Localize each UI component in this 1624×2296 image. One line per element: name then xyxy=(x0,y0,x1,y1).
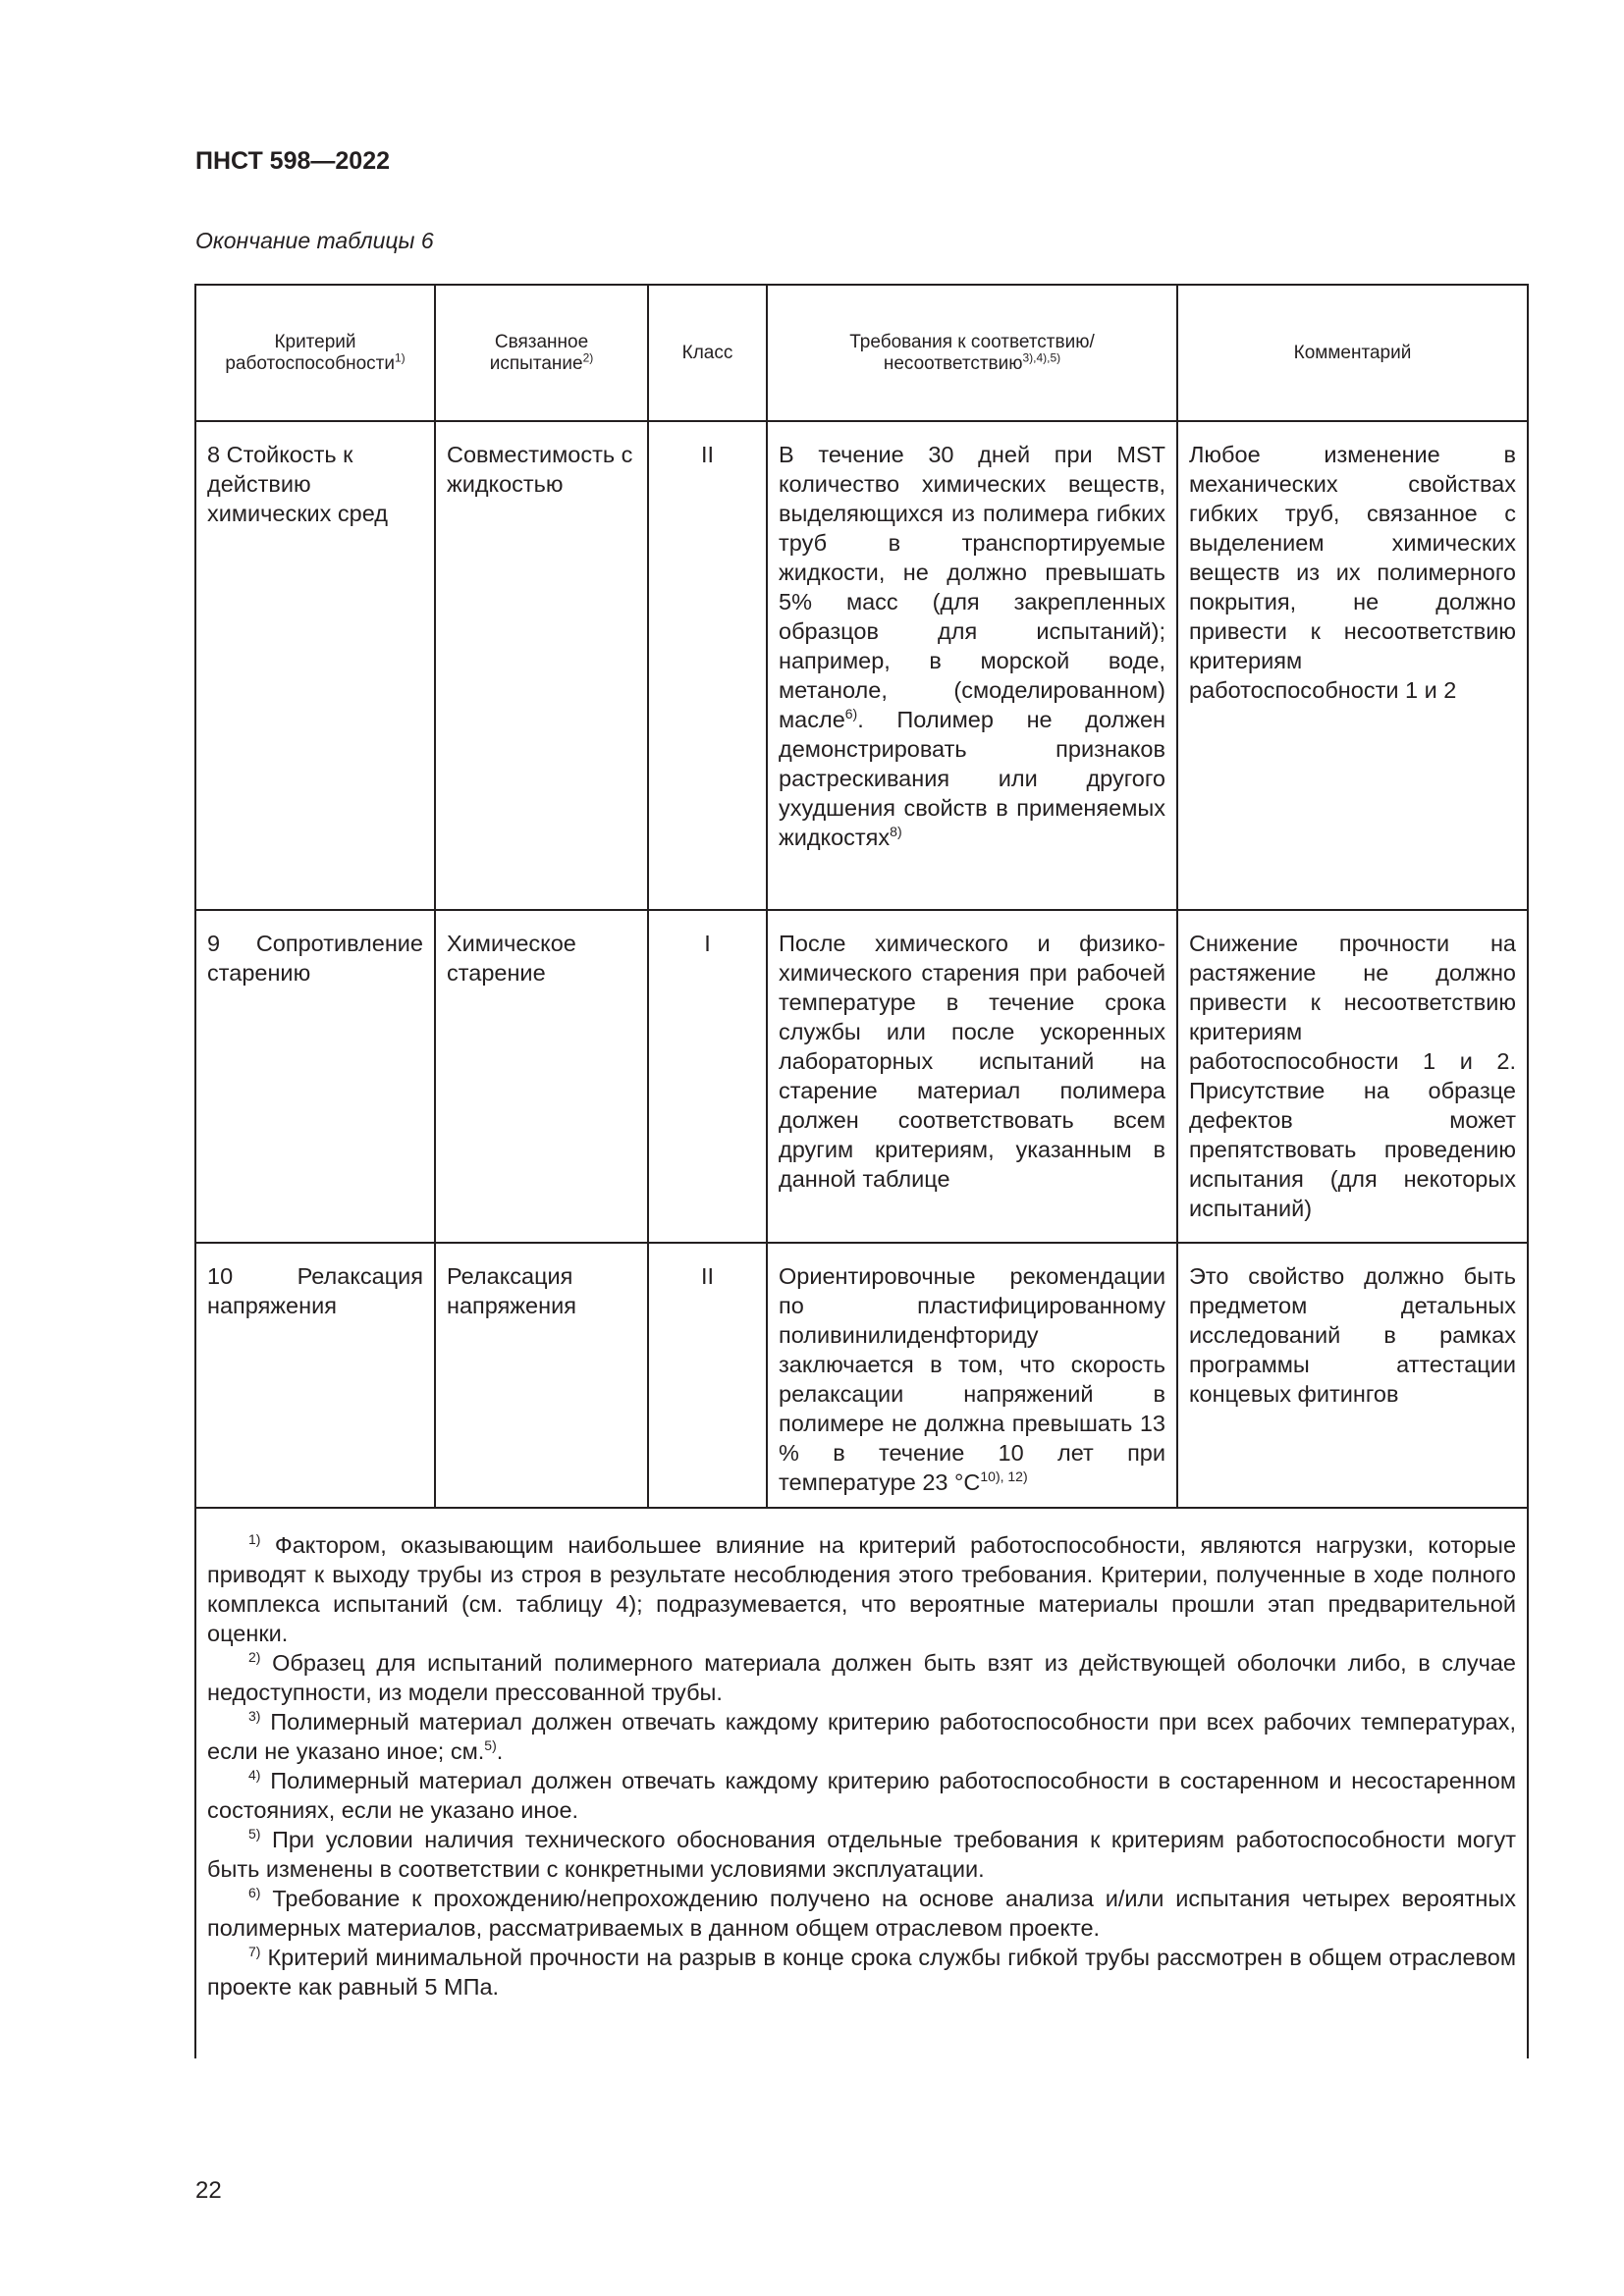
table-header-row xyxy=(195,285,1528,421)
footnote: $^{2)}$ Образец для испытаний полимерного материала должен быть взят из действующей оболочки либо, в случае недоступности, из модели прессованной трубы. xyxy=(207,1649,1517,1705)
column-header-requirements: Требования к соответствию/ несоответствию$^{3),4),5)}$ xyxy=(767,285,1177,421)
column-header-class: Класс xyxy=(648,285,767,421)
cell-criterion: 9 Сопротивление старению xyxy=(195,910,435,1243)
footnote: $^{4)}$ Полимерный материал должен отвечать каждому критерию работоспособности в состаренном и несостаренном состояниях, если не указано иное. xyxy=(207,1767,1516,1823)
footnote: $^{1)}$ Фактором, оказывающим наибольшее влияние на критерий работоспособности, являются нагрузки, которые приводят к выходу трубы из строя в результате несоблюдения этого требования. Критерии, полученные в ходе полного комплекса испытаний (см. таблицу 4); подразумевается, что вероятные материалы прошли этап предварительной оценки. xyxy=(207,1531,1517,1646)
footnotes-row xyxy=(195,1508,1528,2058)
footnote: $^{6)}$ Требование к прохождению/непрохождению получено на основе анализа и/или испытания четырех вероятных полимерных материалов, рассматриваемых в данном общем отраслевом проекте. xyxy=(207,1885,1517,1941)
column-header-comment: Комментарий xyxy=(1177,285,1528,421)
cell-class: I xyxy=(648,910,767,1243)
cell-test: Релаксация напряжения xyxy=(435,1243,648,1508)
cell-comment: Снижение прочности на растяжение не должно привести к несоответствию критериям работоспособности 1 и 2. Присутствие на образце дефектов может препятствовать проведению испытания (для некоторых испытаний) xyxy=(1177,910,1528,1243)
cell-criterion: 8 Стойкость к действию химических сред xyxy=(195,421,435,910)
document-code: ПНСТ 598—2022 xyxy=(195,147,390,175)
footnote: $^{3)}$ Полимерный материал должен отвечать каждому критерию работоспособности при всех рабочих температурах, если не указано иное; см.$^{5)}$. xyxy=(207,1708,1516,1764)
cell-class: II xyxy=(648,1243,767,1508)
cell-class: II xyxy=(648,421,767,910)
cell-requirements: Ориентировочные рекомендации по пластифицированному поливинилиденфториду заключается в том, что скорость релаксации напряжений в полимере не должна превышать 13 % в течение 10 лет при температуре 23 $^\circ С^{10), 12)}$ xyxy=(767,1243,1177,1508)
page-number: 22 xyxy=(195,2177,222,2204)
cell-test: Химическое старение xyxy=(435,910,648,1243)
footnote: $^{5)}$ При условии наличия технического обоснования отдельные требования к критериям работоспособности могут быть изменены в соответствии с конкретными условиями эксплуатации. xyxy=(207,1826,1516,1882)
table-caption: Окончание таблицы 6 xyxy=(195,228,434,253)
footnote: $^{7)}$ Критерий минимальной прочности на разрыв в конце срока службы гибкой трубы рассмотрен в общем отраслевом проекте как равный 5 МПа. xyxy=(207,1944,1516,2000)
cell-requirements: В течение 30 дней при MST количество химических веществ, выделяющихся из полимера гибких труб в транспортируемые жидкости, не должно превышать 5% масс (для закрепленных образцов для испытаний); например, в морской воде, метаноле, (смоделированном) масле$^{6)}$. Полимер не должен демонстрировать признаков растрескивания или другого ухудшения свойств в применяемых жидкостях$^{8)}$ xyxy=(767,421,1177,910)
cell-requirements: После химического и физико-химического старения при рабочей температуре в течение срока службы или после ускоренных лабораторных испытаний на старение материал полимера должен соответствовать всем другим критериям, указанным в данной таблице xyxy=(767,910,1177,1243)
column-header-test: Связанное испытание$^{2)}$ xyxy=(435,285,648,421)
cell-criterion: 10 Релаксация напряжения xyxy=(195,1243,435,1508)
cell-test: Совместимость с жидкостью xyxy=(435,421,648,910)
table-row xyxy=(195,421,1528,910)
cell-comment: Любое изменение в механических свойствах гибких труб, связанное с выделением химических веществ из их полимерного покрытия, не должно привести к несоответствию критериям работоспособности 1 и 2 xyxy=(1177,421,1528,910)
table-row xyxy=(195,1243,1528,1508)
requirements-table xyxy=(194,284,1529,2058)
cell-comment: Это свойство должно быть предметом детальных исследований в рамках программы аттестации концевых фитингов xyxy=(1177,1243,1528,1508)
table-row xyxy=(195,910,1528,1243)
column-header-criterion: Критерий работоспособности$^{1)}$ xyxy=(195,285,435,421)
footnotes xyxy=(195,1508,1528,2058)
